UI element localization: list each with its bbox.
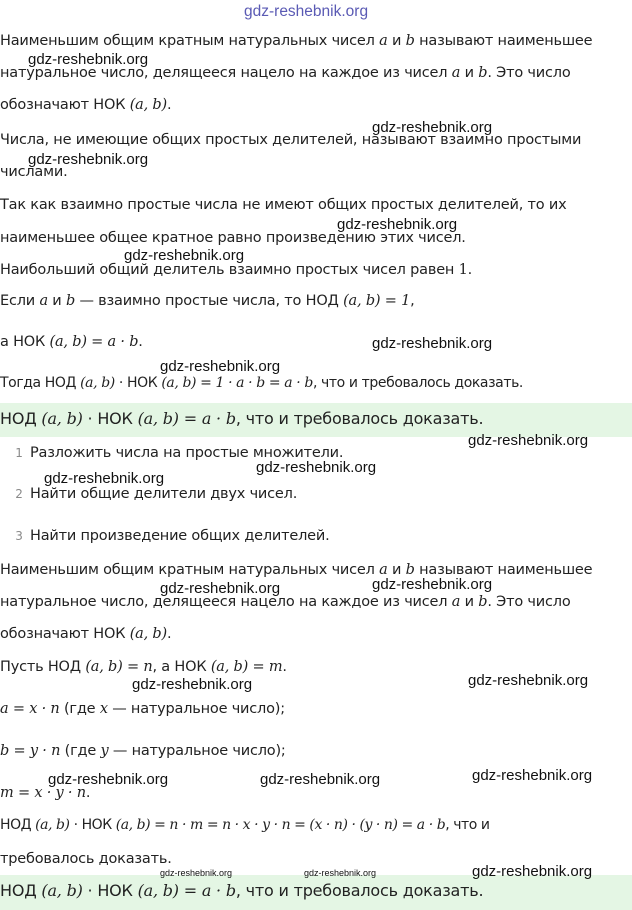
watermark: gdz-reshebnik.org — [160, 580, 281, 597]
conclusion-line: НОД (a, b) · НОК (a, b) = a · b, что и требовалось доказать. — [0, 409, 484, 428]
step-number: 1 — [15, 446, 23, 460]
watermark: gdz-reshebnik.org — [28, 151, 149, 168]
paragraph-line: натуральное число, делящееся нацело на каждое из чисел a и b. Это число — [0, 65, 571, 81]
watermark: gdz-reshebnik.org — [468, 672, 589, 689]
paragraph-line: обозначают НОК (a, b). — [0, 97, 172, 113]
formula-line: Если a и b — взаимно простые числа, то НОД (a, b) = 1, — [0, 293, 415, 309]
step-item: 1 Разложить числа на простые множители. — [8, 445, 343, 461]
watermark: gdz-reshebnik.org — [337, 216, 458, 233]
watermark: gdz-reshebnik.org — [256, 459, 377, 476]
watermark: gdz-reshebnik.org — [472, 767, 593, 784]
watermark: gdz-reshebnik.org — [372, 335, 493, 352]
watermark: gdz-reshebnik.org — [28, 51, 149, 68]
step-item: 2 Найти общие делители двух чисел. — [8, 486, 297, 502]
paragraph-line: Наименьшим общим кратным натуральных чисел a и b называют наименьшее — [0, 33, 593, 49]
formula-line: а НОК (a, b) = a · b. — [0, 334, 143, 350]
paragraph-line: натуральное число, делящееся нацело на каждое из чисел a и b. Это число — [0, 594, 571, 610]
watermark: gdz-reshebnik.org — [244, 3, 369, 20]
watermark: gdz-reshebnik.org — [44, 470, 165, 487]
paragraph-line: Наименьшим общим кратным натуральных чисел a и b называют наименьшее — [0, 562, 593, 578]
formula-line: Тогда НОД (a, b) · НОК (a, b) = 1 · a · b = a · b, что и требовалось доказать. — [0, 375, 523, 391]
paragraph-line: Наибольший общий делитель взаимно простых чисел равен 1. — [0, 262, 473, 278]
watermark: gdz-reshebnik.org — [124, 247, 245, 264]
watermark: gdz-reshebnik.org — [468, 432, 589, 449]
conclusion-line: НОД (a, b) · НОК (a, b) = a · b, что и требовалось доказать. — [0, 881, 484, 900]
watermark: gdz-reshebnik.org — [472, 863, 593, 880]
paragraph-line: требовалось доказать. — [0, 851, 172, 867]
watermark: gdz-reshebnik.org — [160, 358, 281, 375]
watermark: gdz-reshebnik.org — [304, 868, 377, 878]
watermark: gdz-reshebnik.org — [372, 576, 493, 593]
watermark: gdz-reshebnik.org — [48, 771, 169, 788]
paragraph-line: числами. — [0, 164, 68, 180]
watermark: gdz-reshebnik.org — [260, 771, 381, 788]
formula-line: Пусть НОД (a, b) = n, а НОК (a, b) = m. — [0, 659, 287, 675]
formula-line: b = y · n (где y — натуральное число); — [0, 743, 286, 759]
step-number: 2 — [15, 487, 23, 501]
step-item: 3 Найти произведение общих делителей. — [8, 528, 330, 544]
paragraph-line: наименьшее общее кратное равно произведению этих чисел. — [0, 230, 466, 246]
paragraph-line: Так как взаимно простые числа не имеют общих простых делителей, то их — [0, 197, 567, 213]
paragraph-line: обозначают НОК (a, b). — [0, 626, 172, 642]
watermark: gdz-reshebnik.org — [132, 676, 253, 693]
watermark: gdz-reshebnik.org — [160, 868, 233, 878]
paragraph-line: Числа, не имеющие общих простых делителей, называют взаимно простыми — [0, 132, 582, 148]
formula-line: m = x · y · n. — [0, 785, 91, 801]
step-number: 3 — [15, 529, 23, 543]
watermark: gdz-reshebnik.org — [372, 119, 493, 136]
formula-line: НОД (a, b) · НОК (a, b) = n · m = n · x · y · n = (x · n) · (y · n) = a · b, что и — [0, 817, 490, 833]
formula-line: a = x · n (где x — натуральное число); — [0, 701, 285, 717]
